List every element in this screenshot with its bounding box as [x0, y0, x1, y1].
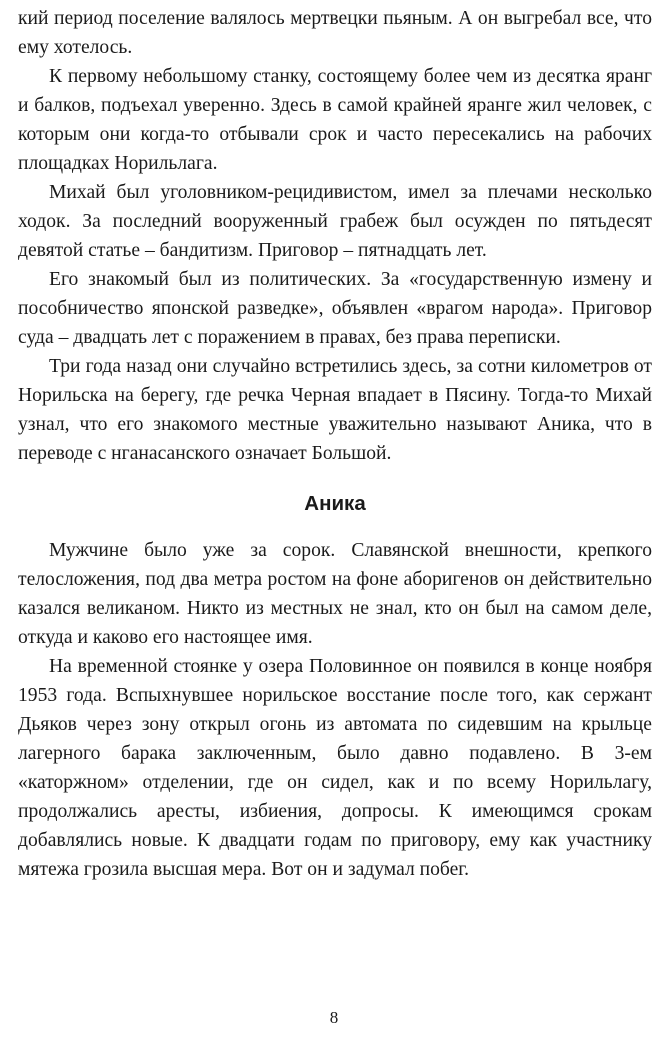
- paragraph: кий период поселение валялось мертвецки пьяным. А он выгребал все, что ему хотелось.: [18, 8, 652, 58]
- paragraph: К первому небольшому станку, состоящему более чем из десятка яранг и балков, подъехал уверенно. Здесь в самой крайней яранге жил человек, с которым они когда-то отбывали срок и часто пересекались на рабочих площадках Норильлага.: [18, 66, 652, 174]
- paragraph: Михай был уголовником-рецидивистом, имел за плечами несколько ходок. За последний вооруженный грабеж был осужден по пятьдесят девятой статье – бандитизм. Приговор – пятнадцать лет.: [18, 182, 652, 261]
- paragraph: Мужчине было уже за сорок. Славянской внешности, крепкого телосложения, под два метра ростом на фоне аборигенов он действительно казался великаном. Никто из местных не знал, кто он был на самом деле, откуда и каково его настоящее имя.: [18, 540, 652, 648]
- section-anika: [18, 489, 652, 884]
- paragraph: Три года назад они случайно встретились здесь, за сотни километров от Норильска на берегу, где речка Черная впадает в Пясину. Тогда-то Михай узнал, что его знакомого местные уважительно называют Аника, что в переводе с нганасанского означает Большой.: [18, 356, 652, 464]
- paragraph: На временной стоянке у озера Половинное он появился в конце ноября 1953 года. Вспыхнувшее норильское восстание после того, как сержант Дьяков через зону открыл огонь из автомата по сидевшим на крыльце лагерного барака заключенным, было давно подавлено. В 3-ем «каторжном» отделении, где он сидел, как и по всему Норильлагу, продолжались аресты, избиения, допросы. К имеющимся срокам добавлялись новые. К двадцати годам по приговору, ему как участнику мятежа грозила высшая мера. Вот он и задумал побег.: [18, 656, 652, 880]
- book-page: [18, 4, 652, 884]
- section-heading: Аника: [304, 492, 366, 515]
- page-number: 8: [329, 1008, 339, 1027]
- section-continuation: [18, 4, 652, 468]
- paragraph: Его знакомый был из политических. За «государственную измену и пособничество японской разведке», объявлен «врагом народа». Приговор суда – двадцать лет с поражением в правах, без права переписки.: [18, 269, 652, 348]
